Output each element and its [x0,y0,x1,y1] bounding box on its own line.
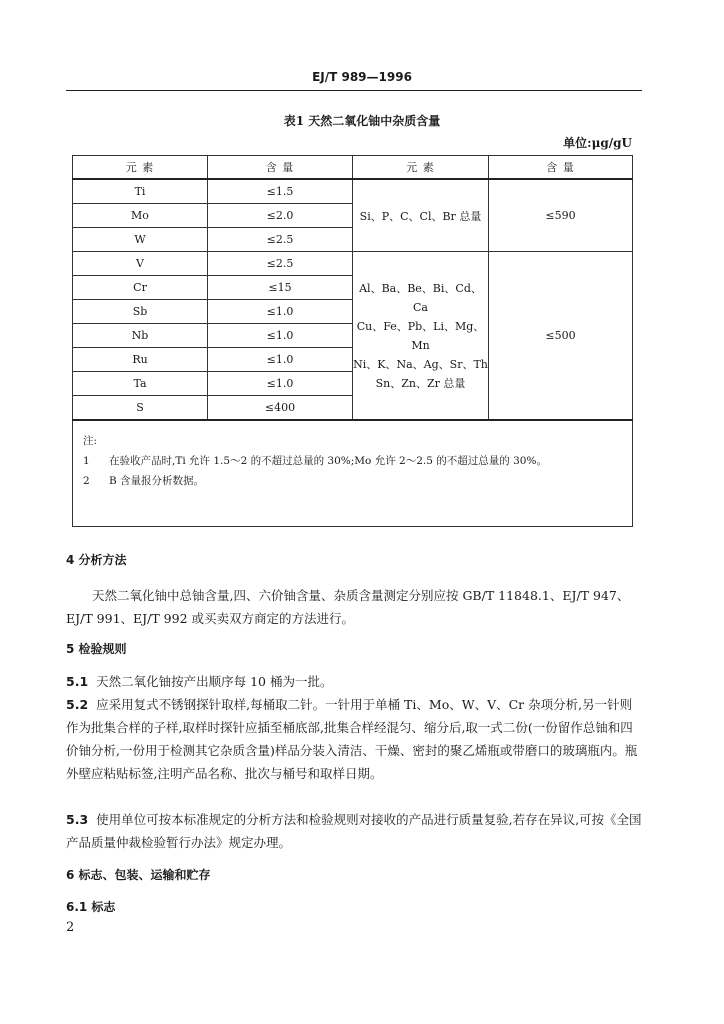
section-6-title: 6 标志、包装、运输和贮存 [66,868,211,882]
table-row [73,252,633,276]
group2-line: Ni、K、Na、Ag、Sr、Th [353,357,488,371]
content-cell: ≤1.0 [208,324,353,348]
content-cell: ≤2.5 [208,252,353,276]
page-number: 2 [66,920,75,935]
content-cell: ≤1.5 [208,179,353,204]
notes-label: 注: [83,435,98,447]
section-5-title: 5 检验规则 [66,642,127,656]
clause-5-1 [66,670,644,693]
content-cell: ≤1.0 [208,372,353,396]
element-cell: W [73,228,208,252]
clause-5-3 [66,808,644,854]
element-cell: Mo [73,204,208,228]
content-cell: ≤15 [208,276,353,300]
content-cell: ≤400 [208,396,353,421]
clause-5-2 [66,693,644,785]
group1-content-cell: ≤590 [489,179,633,252]
clause-number: 5.2 [66,697,89,712]
group2-line: Cu、Fe、Pb、Li、Mg、Mn [356,319,485,352]
element-cell: Ta [73,372,208,396]
element-cell: S [73,396,208,421]
element-cell: Sb [73,300,208,324]
clause-text: 天然二氧化铀按产出顺序每 10 桶为一批。 [96,674,333,689]
group2-content-cell: ≤500 [489,252,633,421]
col-header-content-2: 含 量 [489,156,633,180]
header-rule [66,90,642,91]
table-row [73,179,633,204]
element-cell: Nb [73,324,208,348]
element-cell: Ti [73,179,208,204]
note-text: B 含量报分析数据。 [109,475,205,487]
note-number: 2 [83,475,90,487]
section-4-title: 4 分析方法 [66,553,127,567]
table-unit: 单位:μg/gU [563,136,632,150]
group2-line: Al、Ba、Be、Bi、Cd、Ca [359,281,482,314]
content-cell: ≤1.0 [208,348,353,372]
element-cell: Ru [73,348,208,372]
col-header-content: 含 量 [208,156,353,180]
clause-number: 5.3 [66,812,89,827]
group2-elements-cell [353,252,489,421]
col-header-element: 元 素 [73,156,208,180]
document-header: EJ/T 989—1996 [312,70,412,84]
impurity-table [72,155,633,527]
note-item [83,451,632,471]
content-cell: ≤1.0 [208,300,353,324]
element-cell: Cr [73,276,208,300]
table-notes [73,420,633,527]
col-header-element-2: 元 素 [353,156,489,180]
clause-text: 应采用复式不锈钢探针取样,每桶取二针。一针用于单桶 Ti、Mo、W、V、Cr 杂项分析,另一针则作为批集合样的子样,取样时探针应插至桶底部,批集合样经混匀、缩分后,取一式二份(一份留作总铀和四价铀分析,一份用于检测其它杂质含量)样品分装入清洁、干燥、密封的聚乙烯瓶或带磨口的玻璃瓶内。瓶外壁应粘贴标签,注明产品名称、批次与桶号和取样日期。 [66,697,638,781]
note-text: 在验收产品时,Ti 允许 1.5～2 的不超过总量的 30%;Mo 允许 2～2.5 的不超过总量的 30%。 [109,455,547,467]
note-item [83,471,632,491]
element-cell: V [73,252,208,276]
clause-number: 5.1 [66,674,89,689]
group1-elements-cell: Si、P、C、Cl、Br 总量 [353,179,489,252]
note-number: 1 [83,455,90,467]
table-caption: 表1 天然二氧化铀中杂质含量 [283,114,441,128]
content-cell: ≤2.5 [208,228,353,252]
section-4-body: 天然二氧化铀中总铀含量,四、六价铀含量、杂质含量测定分别应按 GB/T 11848.1、EJ/T 947、EJ/T 991、EJ/T 992 或买卖双方商定的方法进行。 [66,588,630,626]
group2-line: Sn、Zn、Zr 总量 [375,376,466,390]
clause-text: 使用单位可按本标准规定的分析方法和检验规则对接收的产品进行质量复验,若存在异议,可按《全国产品质量仲裁检验暂行办法》规定办理。 [66,812,642,850]
section-6-1-title: 6.1 标志 [66,900,116,914]
content-cell: ≤2.0 [208,204,353,228]
